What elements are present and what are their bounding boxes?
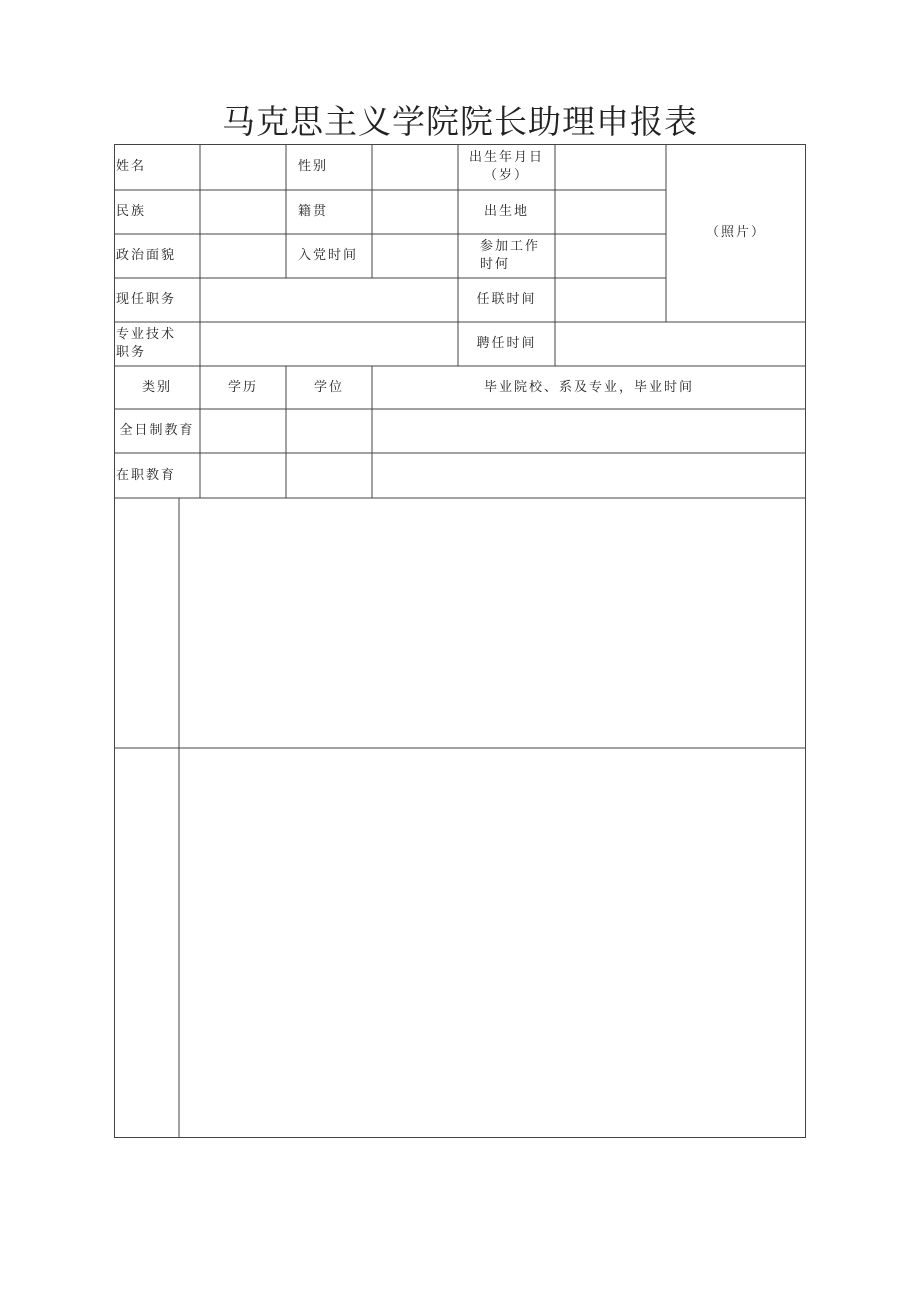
education-header-degree: 学位	[313, 379, 344, 395]
work-start-label-line1: 参加工作	[480, 239, 541, 254]
birthplace-label: 出生地	[483, 204, 529, 219]
in-service-education-label: 在职教育	[116, 467, 177, 483]
application-form-table	[114, 144, 806, 1138]
birth-date-field[interactable]	[555, 144, 666, 190]
professional-title-label-line2: 职务	[116, 345, 147, 360]
education-header-school: 毕业院校、系及专业，毕业时间	[483, 379, 694, 395]
name-label: 姓名	[116, 159, 147, 174]
professional-title-label	[114, 322, 200, 366]
political-status-label: 政治面貌	[116, 248, 177, 263]
appointment-time-field[interactable]	[555, 278, 666, 322]
birth-date-label	[458, 144, 555, 190]
current-position-label: 现任职务	[116, 292, 177, 307]
political-status-field[interactable]	[200, 234, 286, 278]
section-2-content-area[interactable]	[179, 748, 806, 1138]
hire-time-field[interactable]	[555, 322, 806, 366]
in-service-degree-level-field[interactable]	[200, 453, 286, 498]
education-header-category: 类别	[141, 379, 172, 395]
in-service-school-field[interactable]	[372, 453, 806, 498]
ethnicity-label: 民族	[116, 204, 147, 219]
work-start-field[interactable]	[555, 234, 666, 278]
in-service-degree-field[interactable]	[286, 453, 372, 498]
native-place-label: 籍贯	[298, 204, 329, 219]
section-1-content-area[interactable]	[179, 498, 806, 748]
full-time-school-field[interactable]	[372, 409, 806, 453]
work-start-label-line2: 时何	[480, 257, 511, 272]
professional-title-field[interactable]	[200, 322, 458, 366]
gender-label: 性别	[298, 159, 329, 174]
gender-field[interactable]	[372, 144, 458, 190]
birth-date-label-line1: 出生年月日	[468, 150, 544, 165]
birthplace-field[interactable]	[555, 190, 666, 234]
name-field[interactable]	[200, 144, 286, 190]
current-position-field[interactable]	[200, 278, 458, 322]
party-join-time-field[interactable]	[372, 234, 458, 278]
section-2-label	[114, 748, 179, 1138]
hire-time-label: 聘任时间	[476, 336, 537, 351]
form-title: 马克思主义学院院长助理申报表	[222, 102, 698, 141]
photo-area[interactable]: （照片）	[705, 225, 766, 240]
full-time-degree-level-field[interactable]	[200, 409, 286, 453]
party-join-time-label: 入党时间	[298, 248, 359, 263]
full-time-degree-field[interactable]	[286, 409, 372, 453]
ethnicity-field[interactable]	[200, 190, 286, 234]
appointment-time-label: 任联时间	[476, 292, 537, 307]
full-time-education-label: 全日制教育	[119, 423, 195, 438]
professional-title-label-line1: 专业技术	[116, 327, 177, 342]
education-header-degree-level: 学历	[227, 379, 258, 395]
work-start-label	[480, 234, 555, 278]
native-place-field[interactable]	[372, 190, 458, 234]
section-1-label	[114, 498, 179, 748]
birth-date-label-line2: （岁）	[483, 168, 529, 183]
